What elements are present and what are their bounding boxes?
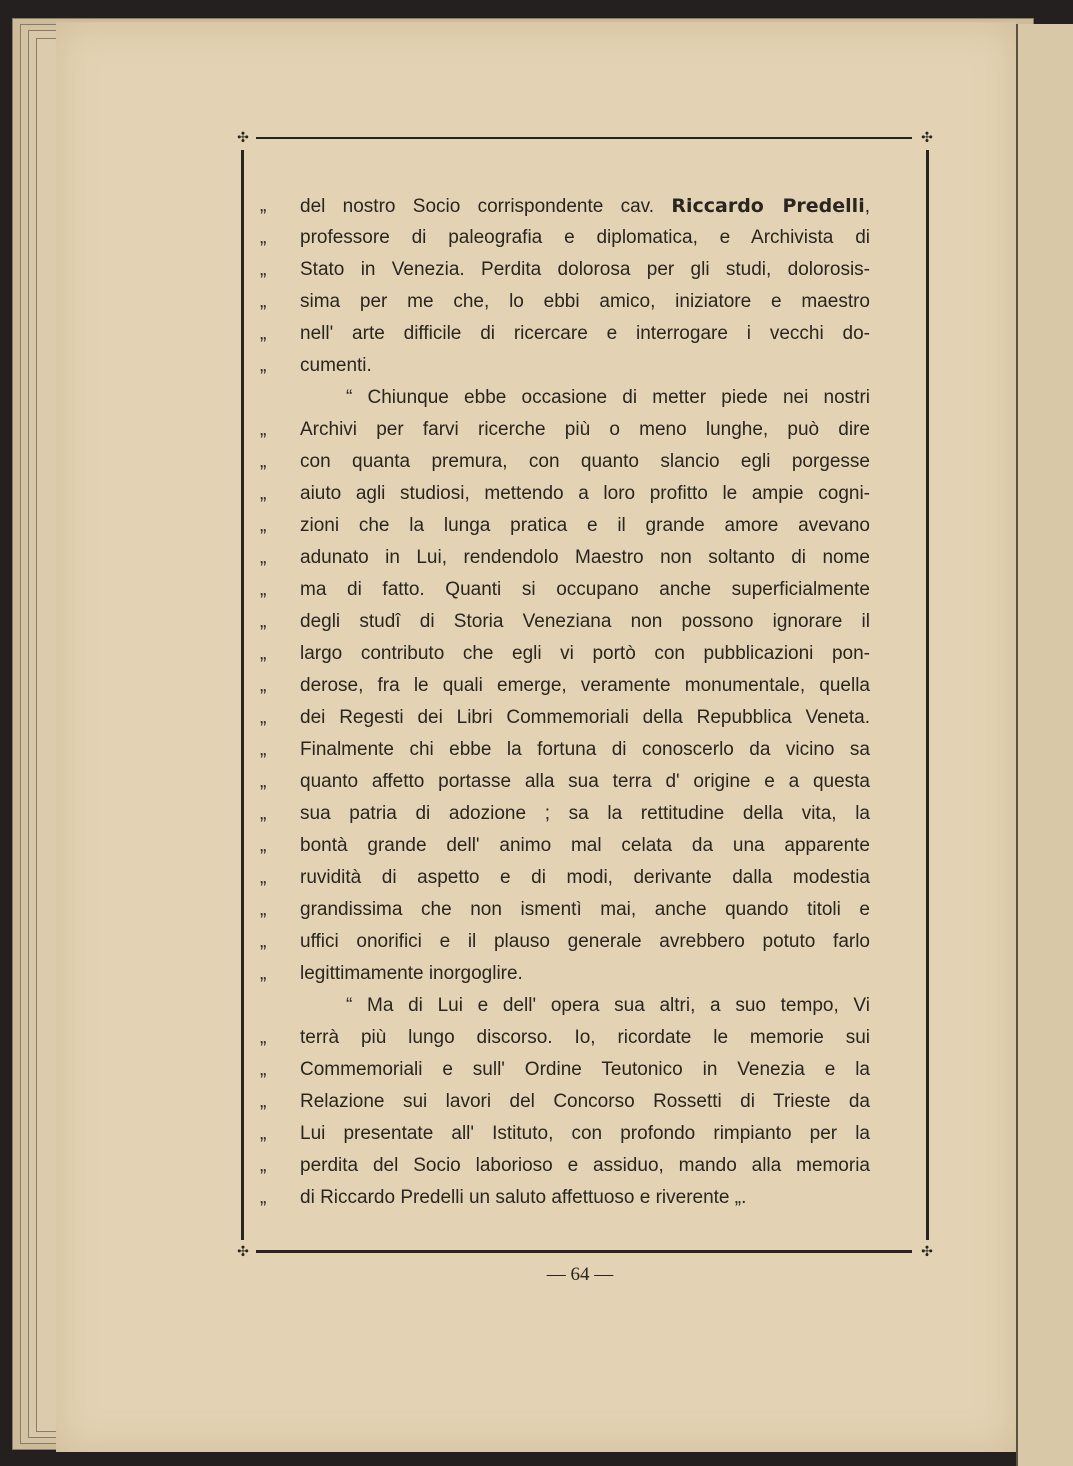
quote-mark: „ (260, 835, 267, 856)
quote-mark: „ (260, 515, 267, 536)
quote-mark: „ (260, 259, 267, 280)
line-text: bontà grande dell' animo mal celata da una apparente (300, 835, 870, 856)
quote-mark: „ (260, 451, 267, 472)
text-line (260, 766, 870, 798)
quote-mark: „ (260, 771, 267, 792)
text-line (260, 542, 870, 574)
line-text: terrà più lungo discorso. Io, ricordate le memorie sui (300, 1027, 870, 1048)
quote-mark: „ (260, 579, 267, 600)
line-text: degli studî di Storia Veneziana non possono ignorare il (300, 611, 870, 632)
text-line (260, 1054, 870, 1086)
quote-mark: „ (260, 483, 267, 504)
text-line (260, 574, 870, 606)
frame-bottom-rule (256, 1250, 912, 1253)
quote-mark: „ (260, 1059, 267, 1080)
quote-mark: „ (260, 867, 267, 888)
line-text: nell' arte difficile di ricercare e interrogare i vecchi do- (300, 323, 870, 344)
text-line (260, 414, 870, 446)
quote-mark: „ (260, 1123, 267, 1144)
text-line (260, 798, 870, 830)
text-line (260, 446, 870, 478)
line-text: largo contributo che egli vi portò con pubblicazioni pon- (300, 643, 870, 664)
line-text: professore di paleografia e diplomatica, e Archivista di (300, 227, 870, 248)
frame-right-rule (926, 150, 929, 1240)
text-line (260, 958, 870, 990)
text-line (260, 1150, 870, 1182)
text-line (260, 190, 870, 222)
text-line (260, 638, 870, 670)
line-text: di Riccardo Predelli un saluto affettuoso e riverente „. (300, 1187, 747, 1208)
line-text: adunato in Lui, rendendolo Maestro non soltanto di nome (300, 547, 870, 568)
quote-mark: „ (260, 323, 267, 344)
quote-mark: „ (260, 227, 267, 248)
line-text: aiuto agli studiosi, mettendo a loro profitto le ampie cogni- (300, 483, 870, 504)
text-line (260, 1182, 870, 1214)
line-text: Stato in Venezia. Perdita dolorosa per gli studi, dolorosis- (300, 259, 870, 280)
line-text: “ Ma di Lui e dell' opera sua altri, a suo tempo, Vi (346, 995, 870, 1016)
quote-mark: „ (260, 1155, 267, 1176)
frame-left-rule (241, 150, 244, 1240)
text-line (300, 382, 870, 414)
quote-mark: „ (260, 931, 267, 952)
text-line (260, 510, 870, 542)
line-text-post: , (864, 196, 870, 217)
quote-mark: „ (260, 803, 267, 824)
line-text: con quanta premura, con quanto slancio egli porgesse (300, 451, 870, 472)
line-text: “ Chiunque ebbe occasione di metter piede nei nostri (346, 387, 870, 408)
line-text: sima per me che, lo ebbi amico, iniziatore e maestro (300, 291, 870, 312)
quote-mark: „ (260, 1187, 267, 1208)
text-line (260, 286, 870, 318)
quote-mark: „ (260, 1027, 267, 1048)
quatrefoil-icon: ✣ (921, 130, 933, 146)
text-line (260, 254, 870, 286)
text-line (260, 894, 870, 926)
text-line (260, 702, 870, 734)
quote-mark: „ (260, 419, 267, 440)
quote-mark: „ (260, 963, 267, 984)
text-line (260, 862, 870, 894)
author-name-bold: Riccardo Predelli (671, 195, 865, 217)
quote-mark: „ (260, 195, 267, 216)
quote-mark: „ (260, 643, 267, 664)
line-text: Lui presentate all' Istituto, con profondo rimpianto per la (300, 1123, 870, 1144)
text-line (260, 734, 870, 766)
line-text: zioni che la lunga pratica e il grande amore avevano (300, 515, 870, 536)
line-text: Relazione sui lavori del Concorso Rossetti di Trieste da (300, 1091, 870, 1112)
text-line (260, 222, 870, 254)
quote-mark: „ (260, 899, 267, 920)
quote-mark: „ (260, 707, 267, 728)
text-line (260, 606, 870, 638)
line-text: ma di fatto. Quanti si occupano anche superficialmente (300, 579, 870, 600)
page-number: — 64 — (546, 1264, 614, 1285)
line-text: dei Regesti dei Libri Commemoriali della Repubblica Veneta. (300, 707, 870, 728)
text-line (260, 830, 870, 862)
body-text (260, 190, 870, 1214)
line-text: uffici onorifici e il plauso generale avrebbero potuto farlo (300, 931, 870, 952)
text-line (260, 318, 870, 350)
line-text-pre: del nostro Socio corrispondente cav. (300, 196, 672, 217)
quote-mark: „ (260, 675, 267, 696)
text-line (300, 990, 870, 1022)
line-text: legittimamente inorgoglire. (300, 963, 523, 984)
line-text: Commemoriali e sull' Ordine Teutonico in Venezia e la (300, 1059, 870, 1080)
text-line (260, 1086, 870, 1118)
line-text: cumenti. (300, 355, 372, 376)
quote-mark: „ (260, 547, 267, 568)
text-line (260, 350, 870, 382)
text-line (260, 1022, 870, 1054)
text-line (260, 670, 870, 702)
text-line (260, 926, 870, 958)
quatrefoil-icon: ✣ (237, 130, 249, 146)
quatrefoil-icon: ✣ (921, 1244, 933, 1260)
text-line (260, 478, 870, 510)
line-text: Finalmente chi ebbe la fortuna di conoscerlo da vicino sa (300, 739, 870, 760)
line-text (300, 190, 870, 223)
quote-mark: „ (260, 611, 267, 632)
quote-mark: „ (260, 1091, 267, 1112)
line-text: ruvidità di aspetto e di modi, derivante dalla modestia (300, 867, 870, 888)
text-line (260, 1118, 870, 1150)
line-text: sua patria di adozione ; sa la rettitudine della vita, la (300, 803, 870, 824)
frame-top-rule (256, 137, 912, 139)
facing-page-edge (1016, 24, 1073, 1466)
quatrefoil-icon: ✣ (237, 1244, 249, 1260)
line-text: grandissima che non ismentì mai, anche quando titoli e (300, 899, 870, 920)
line-text: quanto affetto portasse alla sua terra d' origine e a questa (300, 771, 870, 792)
quote-mark: „ (260, 291, 267, 312)
line-text: Archivi per farvi ricerche più o meno lunghe, può dire (300, 419, 870, 440)
line-text: perdita del Socio laborioso e assiduo, mando alla memoria (300, 1155, 870, 1176)
quote-mark: „ (260, 355, 267, 376)
quote-mark: „ (260, 739, 267, 760)
line-text: derose, fra le quali emerge, veramente monumentale, quella (300, 675, 870, 696)
